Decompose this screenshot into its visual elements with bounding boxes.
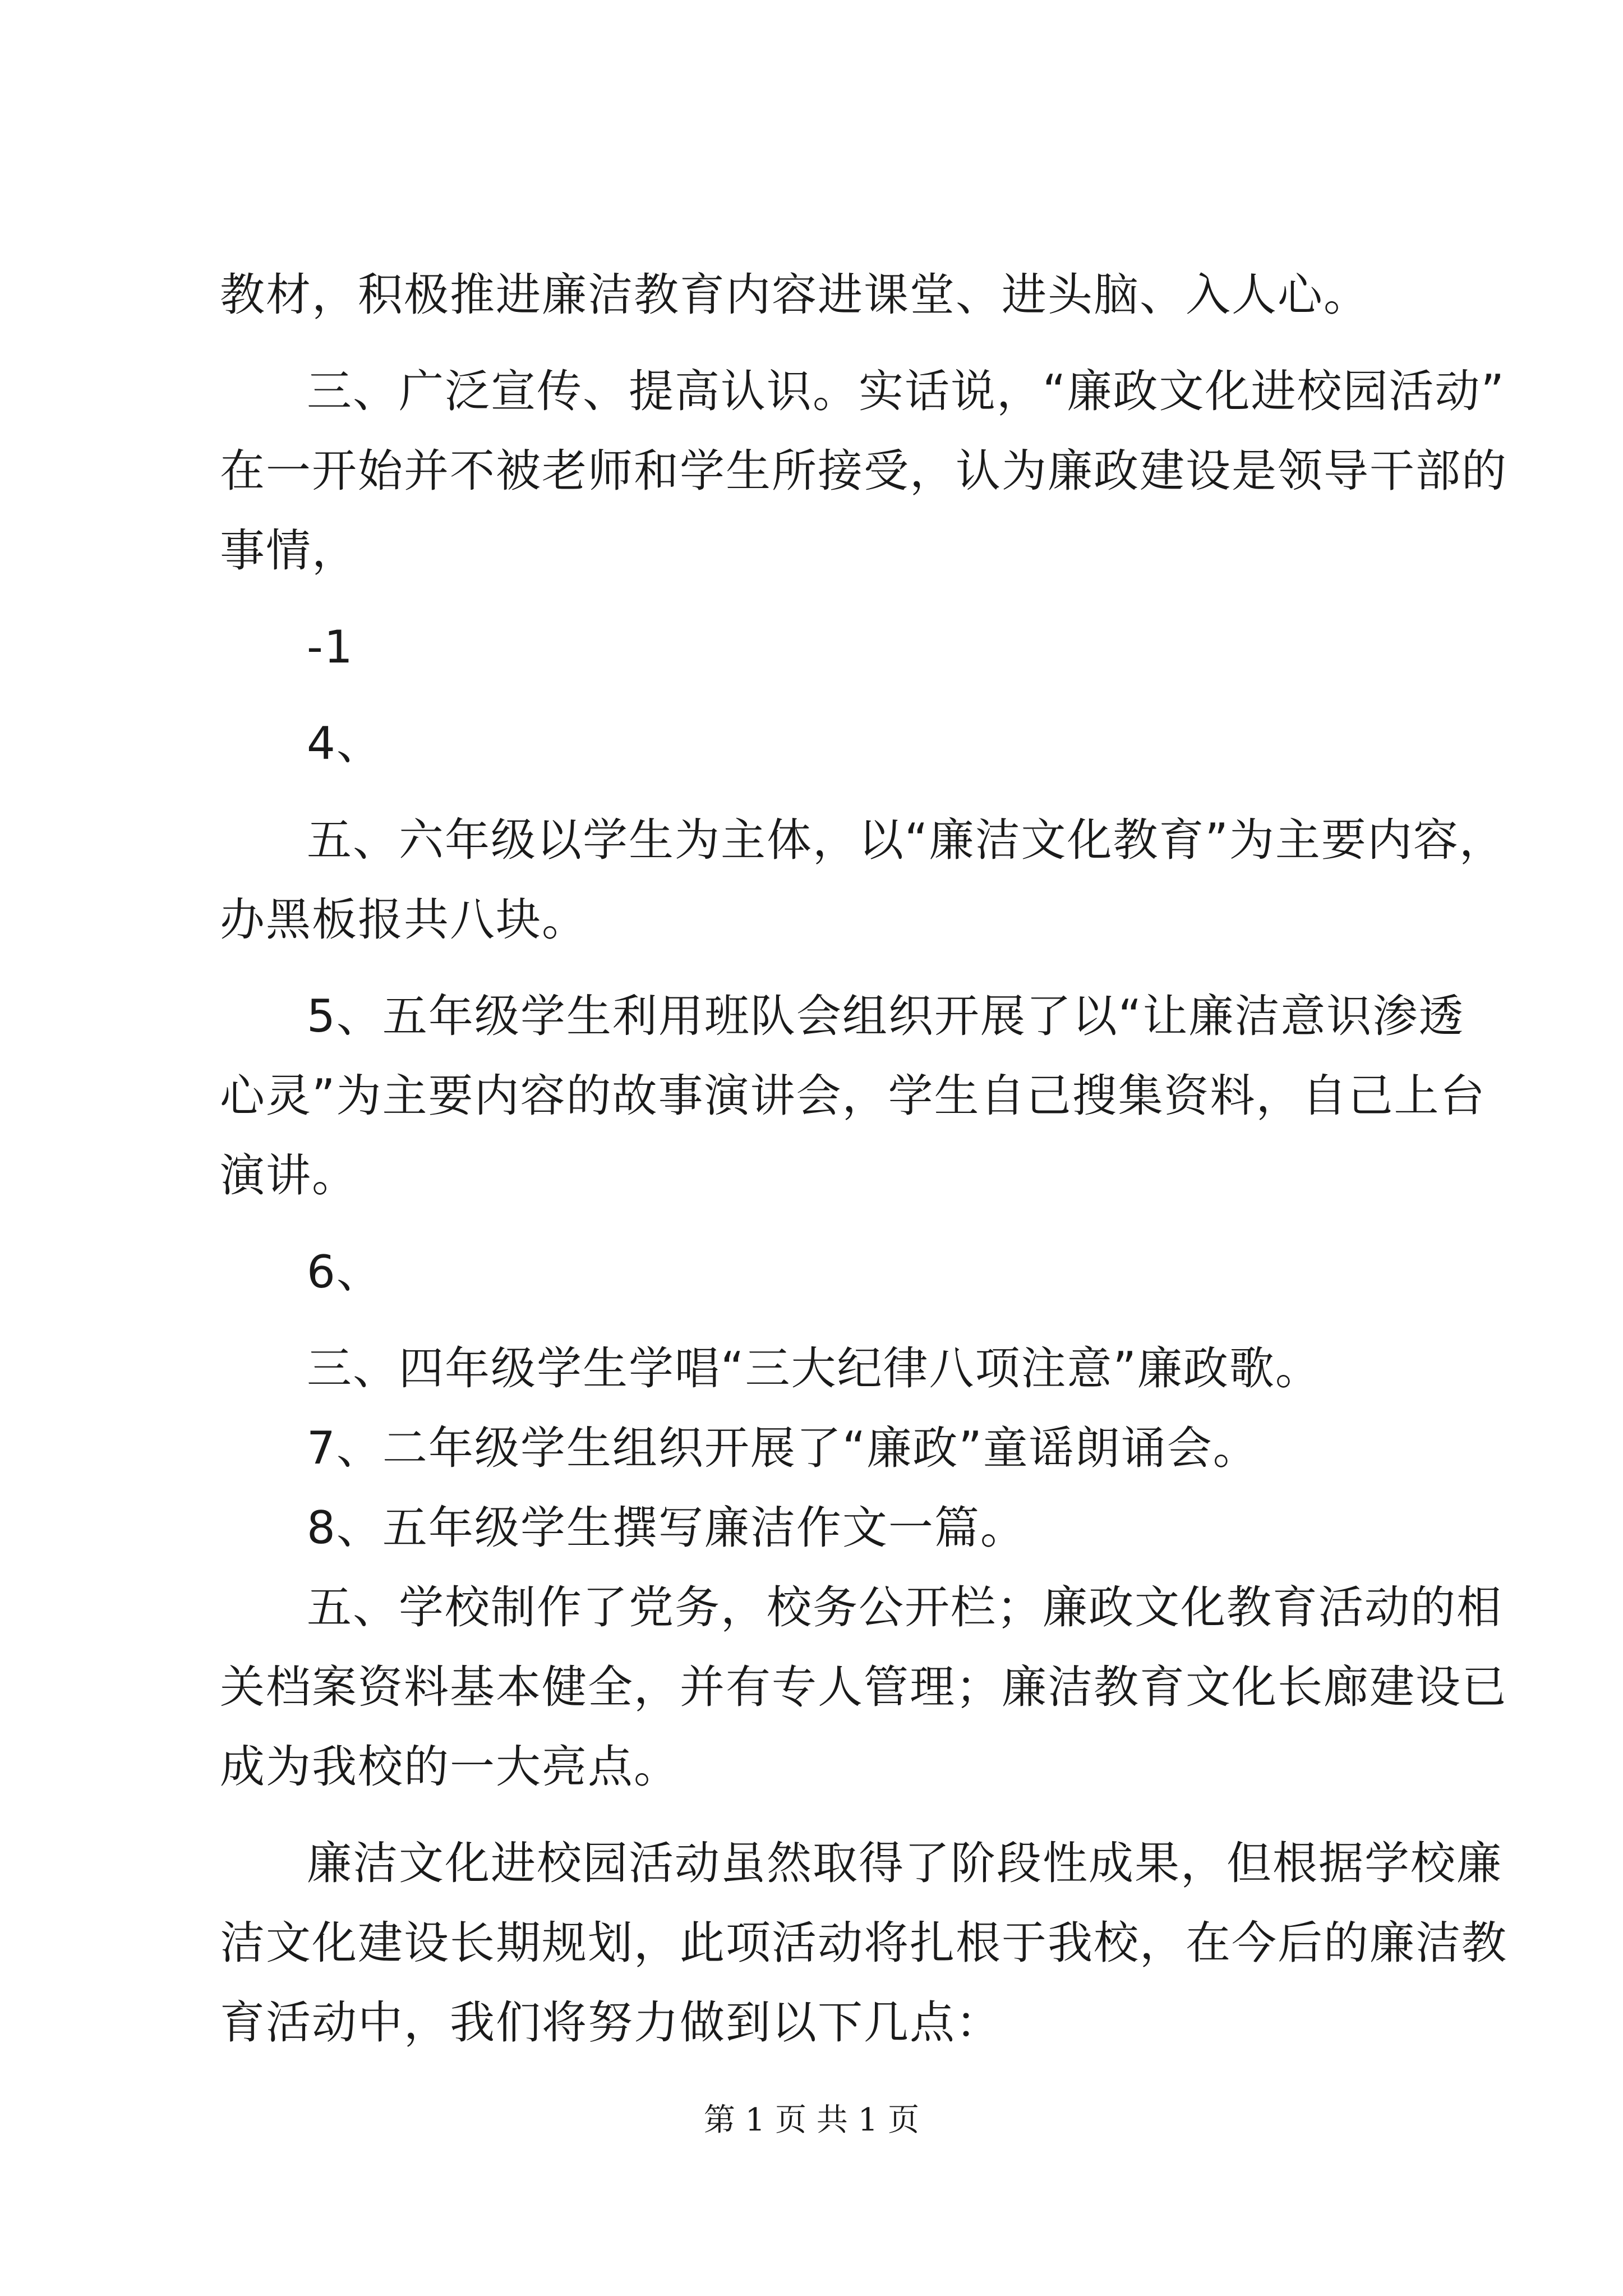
text-line: 育活动中，我们将努力做到以下几点： xyxy=(220,1996,1002,2049)
text-line: 7、二年级学生组织开展了“廉政”童谣朗诵会。 xyxy=(307,1422,1259,1474)
text-line: 8、五年级学生撰写廉洁作文一篇。 xyxy=(307,1502,1026,1554)
text-line: 事情， xyxy=(220,524,358,577)
text-line: 4、 xyxy=(307,717,382,770)
text-line: 心灵”为主要内容的故事演讲会，学生自己搜集资料，自己上台 xyxy=(220,1070,1486,1122)
document-body xyxy=(220,255,1507,2063)
text-line: 5、五年级学生利用班队会组织开展了以“让廉洁意识渗透 xyxy=(307,990,1465,1042)
text-line: 关档案资料基本健全，并有专人管理；廉洁教育文化长廊建设已 xyxy=(220,1661,1507,1713)
text-line: 五、六年级以学生为主体，以“廉洁文化教育”为主要内容， xyxy=(307,814,1505,866)
text-line: 在一开始并不被老师和学生所接受，认为廉政建设是领导干部的 xyxy=(220,445,1507,497)
text-line: -1 xyxy=(307,621,354,673)
text-line: 洁文化建设长期规划，此项活动将扎根于我校，在今后的廉洁教 xyxy=(220,1917,1507,1969)
page-footer: 第 1 页 共 1 页 xyxy=(703,2102,920,2138)
text-line: 三、四年级学生学唱“三大纪律八项注意”廉政歌。 xyxy=(307,1342,1321,1395)
text-line: 成为我校的一大亮点。 xyxy=(220,1741,680,1793)
text-line: 6、 xyxy=(307,1246,382,1298)
text-line: 办黑板报共八块。 xyxy=(220,894,588,946)
text-line: 三、广泛宣传、提高认识。实话说，“廉政文化进校园活动” xyxy=(307,365,1505,417)
text-line: 教材，积极推进廉洁教育内容进课堂、进头脑、入人心。 xyxy=(220,269,1370,321)
text-line: 五、学校制作了党务，校务公开栏；廉政文化教育活动的相 xyxy=(307,1581,1502,1634)
text-line: 演讲。 xyxy=(220,1149,358,1202)
text-line: 廉洁文化进校园活动虽然取得了阶段性成果，但根据学校廉 xyxy=(307,1837,1502,1889)
